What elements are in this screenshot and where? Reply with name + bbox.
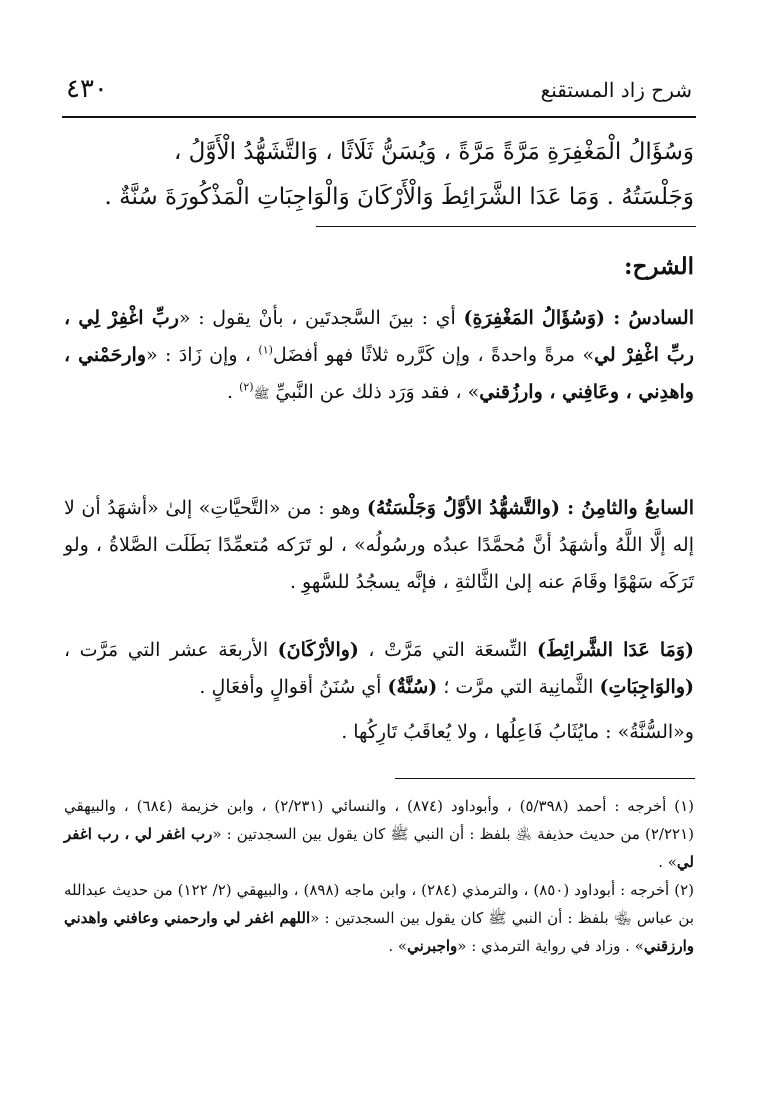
dua-quote: ربِّ اغْفِرْ لِي ، ربِّ اغْفِرْ لي: [64, 307, 694, 366]
matn-text: [64, 130, 694, 220]
text-run: الثَّمانِية التي مرَّت ؛: [437, 676, 600, 698]
matn-line-2: وَجَلْسَتُهُ . وَمَا عَدَا الشَّرَائِطَ وَالْأَرْكَانَ وَالْوَاجِبَاتِ الْمَذْكُورَةَ سُنَّةٌ .: [104, 184, 694, 210]
footnote-quote: اللهم اغفر لي وارحمني وعافني واهدني وارزقني: [64, 909, 694, 955]
dua-quote: وارحَمْني ، واهدِني ، وعَافِني ، وارزُقني: [64, 344, 694, 403]
paragraph-sunan: [64, 632, 694, 706]
text-run: .: [226, 381, 240, 403]
term-wajibat: (والوَاجِبَاتِ): [599, 676, 694, 698]
matn-line-1: وَسُؤَالُ الْمَغْفِرَةِ مَرَّةً مَرَّةً ، وَيُسَنُّ ثَلَاثًا ، وَالتَّشَهُّدُ الْأَوَّلُ ،: [173, 139, 694, 165]
footnote-quote: واجبرني: [407, 937, 458, 955]
salutation-glyph: ﷺ: [253, 387, 270, 402]
paragraph-lead: (وَمَا عَدَا الشَّرائِطَ): [536, 639, 695, 661]
paragraph-sixth: [64, 300, 694, 413]
footnote-ref-1[interactable]: (١): [258, 343, 273, 357]
footnote-text: » .: [658, 853, 677, 871]
text-run: » مرةً واحدةً ، وإن كَرَّره ثلاثًا فهو أفضَل: [272, 344, 595, 366]
header-divider: [62, 116, 696, 118]
footnote-divider: [395, 778, 695, 779]
footnote-1: [64, 792, 694, 876]
text-run: الأربعَة عشر التي مَرَّت ،: [64, 639, 278, 661]
text-run: أي سُنَنُ أقوالٍ وأفعَالٍ .: [199, 676, 388, 698]
footnote-quote: رب اغفر لي ، رب اغفر لي: [64, 825, 694, 871]
text-run: » ، فقد وَرَد ذلك عن النَّبيِّ: [275, 381, 480, 403]
sharh-heading: الشرح:: [624, 253, 694, 280]
text-run: وهو : من «التَّحيَّاتِ» إلىٰ «أشهَدُ أن لا إله إلَّا اللَّهُ وأشهَدُ أنَّ مُحمَّدًا عبدُه ورسُولُه» ، لو تَرَكه مُتعمِّدًا بَطَلَت الصَّلاةُ ، ولو تَرَكَه سَهْوًا وقَامَ عنه إلىٰ الثَّالثةِ ، فإنَّه يسجُدُ للسَّهوِ .: [64, 497, 695, 593]
text-run: التِّسعَة التي مَرَّتْ ،: [358, 639, 537, 661]
footnote-2: [64, 876, 694, 960]
paragraph-sunna-definition: و«السُّنَّةُ» : مايُثَابُ فَاعِلُها ، ولا يُعاقَبُ تَارِكُها .: [341, 721, 694, 743]
footnote-ref-2[interactable]: (٢): [239, 380, 254, 394]
text-run: أي : بينَ السَّجدتَين ، بأنْ يقول : «: [178, 307, 464, 329]
term-arkan: (والأرْكَانَ): [277, 639, 359, 661]
footnote-text: » .: [388, 937, 408, 955]
paragraph-seventh-eighth: [64, 490, 694, 601]
paragraph-lead: السادسُ : (وَسُؤَالُ المَغْفِرَةِ): [463, 307, 694, 329]
paragraph-lead: السابعُ والثامِنُ : (والتَّشهُّدُ الأوَّلُ وَجَلْسَتُهُ): [366, 497, 694, 519]
footnote-text: » . وزاد في رواية الترمذي : «: [457, 937, 644, 955]
footnote-text: (٢) أخرجه : أبوداود (٨٥٠) ، والترمذي (٢٨٤) ، وابن ماجه (٨٩٨) ، والبيهقي (٢/ ١٢٢) من حديث عبدالله بن عباس ﵄ بلفظ : أن النبي ﷺ كان يقول بين السجدتين : «: [64, 881, 695, 927]
footnotes: [64, 792, 694, 960]
running-title: شرح زاد المستقنع: [540, 78, 692, 102]
term-sunna: (سُنَّةٌ): [387, 676, 438, 698]
matn-divider: [316, 226, 696, 227]
page-number: ٤٣٠: [66, 74, 108, 104]
text-run: ، وإن زَادَ : «: [146, 344, 259, 366]
footnote-text: (١) أخرجه : أحمد (٥/٣٩٨) ، وأبوداود (٨٧٤) ، والنسائي (٢/٢٣١) ، وابن خزيمة (٦٨٤) ، والبيهقي (٢/٢٢١) من حديث حذيفة ﵁ بلفظ : أن النبي ﷺ كان يقول بين السجدتين : «: [64, 797, 694, 843]
